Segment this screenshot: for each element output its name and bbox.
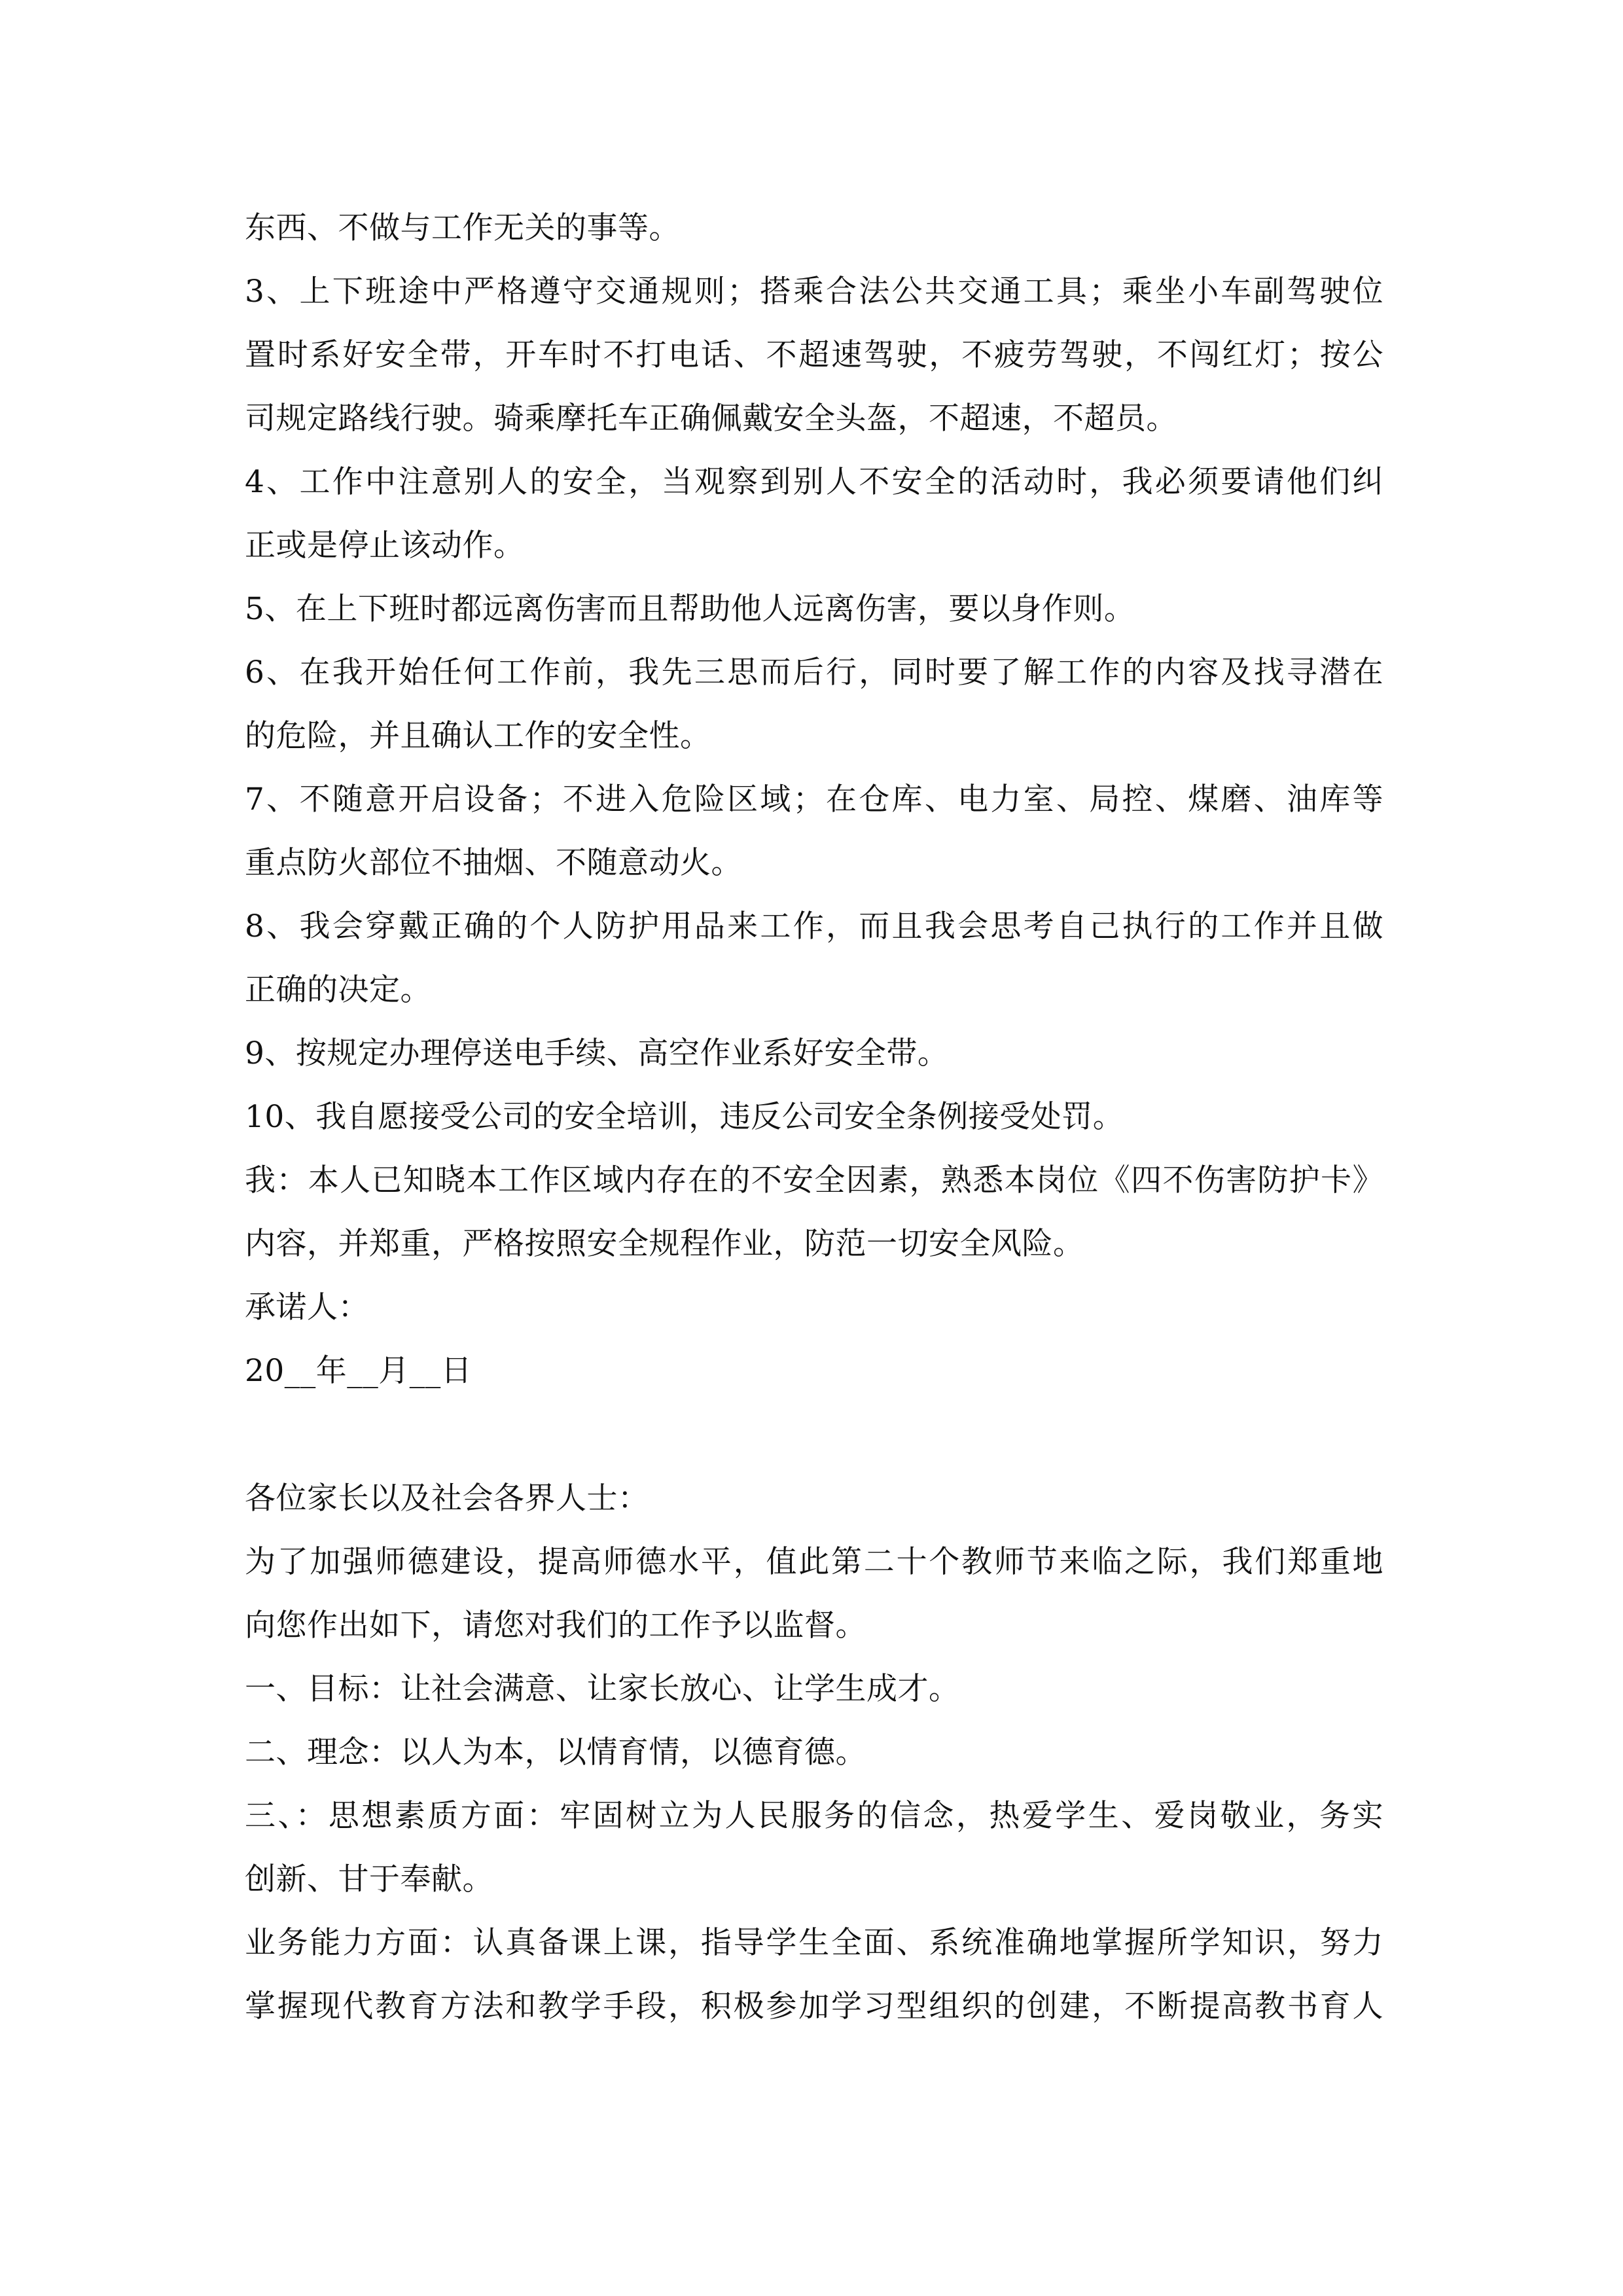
salutation: 各位家长以及社会各界人士： — [245, 1480, 649, 1516]
signature-label: 承诺人： — [245, 1289, 369, 1325]
paragraph-line: 我：本人已知晓本工作区域内存在的不安全因素，熟悉本岗位《四不伤害防护卡》 — [245, 1162, 1383, 1198]
paragraph-line: 10、我自愿接受公司的安全培训，违反公司安全条例接受处罚。 — [245, 1099, 1124, 1135]
paragraph-line: 重点防火部位不抽烟、不随意动火。 — [245, 845, 742, 881]
paragraph-line: 9、按规定办理停送电手续、高空作业系好安全带。 — [245, 1035, 949, 1071]
paragraph-line: 三、：思想素质方面：牢固树立为人民服务的信念，热爱学生、爱岗敬业，务实 — [245, 1798, 1383, 1834]
paragraph-line: 正或是停止该动作。 — [245, 528, 525, 564]
paragraph-line: 4、工作中注意别人的安全，当观察到别人不安全的活动时，我必须要请他们纠 — [245, 464, 1383, 500]
paragraph-line: 创新、甘于奉献。 — [245, 1861, 493, 1897]
document-body — [245, 196, 1383, 2038]
paragraph-line: 正确的决定。 — [245, 972, 431, 1008]
paragraph-line: 置时系好安全带，开车时不打电话、不超速驾驶，不疲劳驾驶，不闯红灯；按公 — [245, 337, 1383, 373]
paragraph-line: 7、不随意开启设备；不进入危险区域；在仓库、电力室、局控、煤磨、油库等 — [245, 781, 1383, 817]
paragraph-line: 二、理念：以人为本，以情育情，以德育德。 — [245, 1734, 866, 1770]
paragraph-line: 8、我会穿戴正确的个人防护用品来工作，而且我会思考自己执行的工作并且做 — [245, 908, 1383, 944]
paragraph-line: 业务能力方面：认真备课上课，指导学生全面、系统准确地掌握所学知识，努力 — [245, 1925, 1383, 1961]
paragraph-line: 一、目标：让社会满意、让家长放心、让学生成才。 — [245, 1671, 960, 1707]
section-spacer — [245, 1403, 1383, 1467]
paragraph-line: 司规定路线行驶。骑乘摩托车正确佩戴安全头盔，不超速，不超员。 — [245, 401, 1177, 437]
paragraph-line: 5、在上下班时都远离伤害而且帮助他人远离伤害，要以身作则。 — [245, 591, 1135, 627]
date-line: 20__年__月__日 — [245, 1353, 473, 1389]
paragraph-line: 的危险，并且确认工作的安全性。 — [245, 718, 711, 754]
paragraph-line: 为了加强师德建设，提高师德水平，值此第二十个教师节来临之际，我们郑重地 — [245, 1544, 1383, 1580]
paragraph-line: 6、在我开始任何工作前，我先三思而后行，同时要了解工作的内容及找寻潜在 — [245, 655, 1383, 691]
paragraph-line: 掌握现代教育方法和教学手段，积极参加学习型组织的创建，不断提高教书育人 — [245, 1988, 1383, 2024]
paragraph-line: 东西、不做与工作无关的事等。 — [245, 210, 680, 246]
paragraph-line: 内容，并郑重，严格按照安全规程作业，防范一切安全风险。 — [245, 1226, 1084, 1262]
paragraph-line: 3、上下班途中严格遵守交通规则；搭乘合法公共交通工具；乘坐小车副驾驶位 — [245, 274, 1383, 310]
paragraph-line: 向您作出如下，请您对我们的工作予以监督。 — [245, 1607, 866, 1643]
